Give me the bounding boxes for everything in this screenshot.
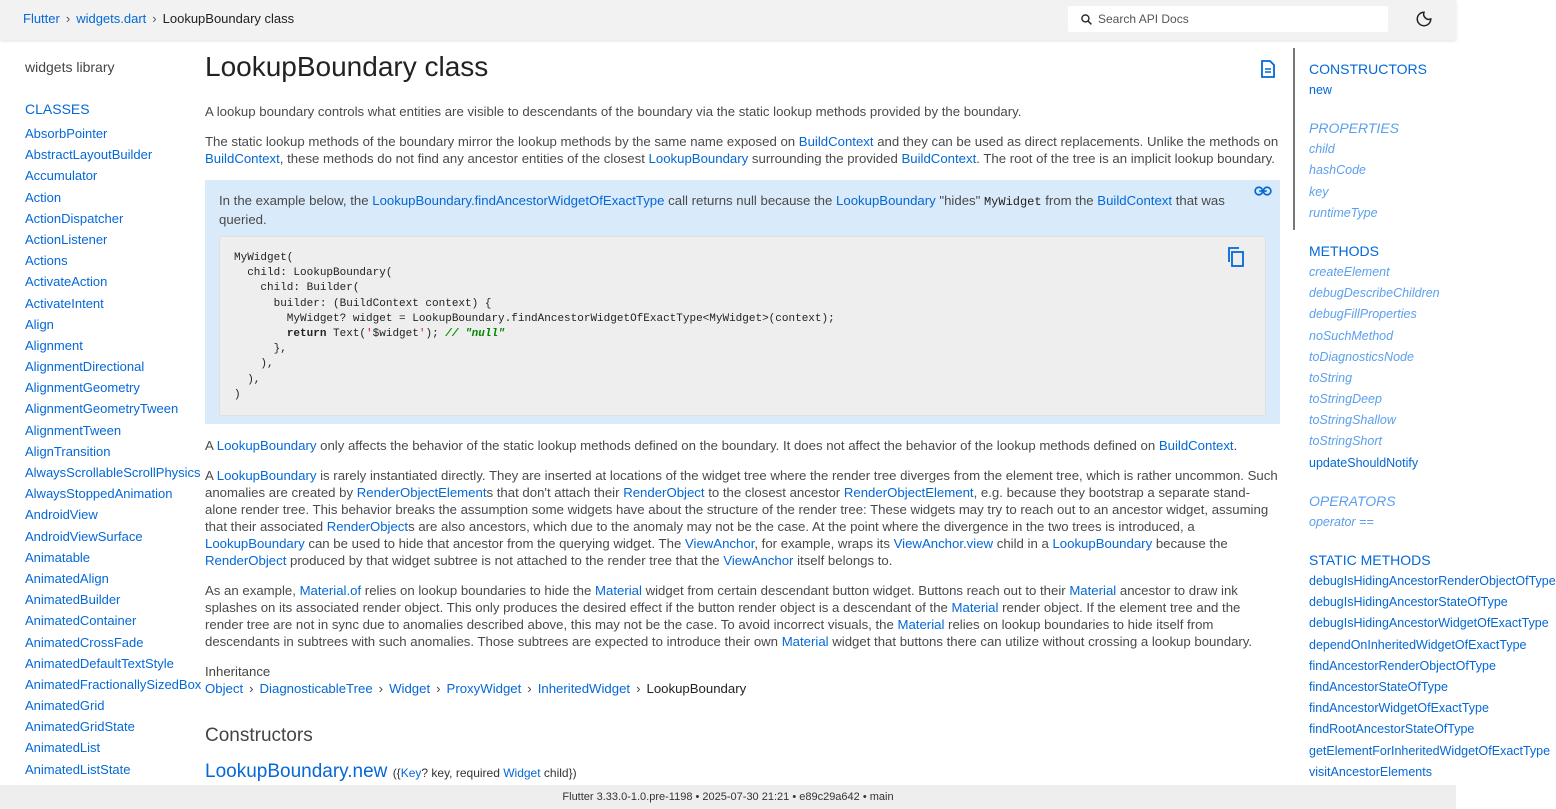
description-paragraph [205,467,1280,569]
text-run: . [1233,438,1238,453]
text-run: ({ [392,766,401,780]
inline-link[interactable]: LookupBoundary [205,536,305,551]
inline-link[interactable]: LookupBoundary [648,151,749,166]
breadcrumb-flutter[interactable]: Flutter [23,11,60,26]
text-run: s that don't attach their [486,485,624,500]
sidebar-class-link[interactable]: ActionDispatcher [25,210,124,226]
inline-link[interactable]: LookupBoundary.findAncestorWidgetOfExactType [372,193,665,208]
toc-link[interactable]: findRootAncestorStateOfType [1309,722,1475,737]
link-icon[interactable] [1254,185,1272,197]
toc-link[interactable]: key [1309,184,1329,199]
sidebar-class-link[interactable]: AnimatedCrossFade [25,634,144,650]
right-sidebar [1293,40,1556,785]
top-bar [0,0,1456,40]
search-input[interactable] [1068,6,1388,32]
source-file-icon[interactable] [1260,60,1276,78]
text-run: that was queried. [219,193,1225,227]
text-run: relies on lookup boundaries to hide itself from descendants in subtrees with such anomalies. Those subtrees are expected to introduce their own [205,617,1214,649]
chevron-right-icon: › [527,681,532,696]
text-run: A [205,438,217,453]
text-run: call returns null because the [664,193,837,208]
inline-link[interactable]: BuildContext [205,151,280,166]
sidebar-class-link[interactable]: AlignTransition [25,443,111,459]
text-run: A lookup boundary controls what entities are visible to descendants of the boundary via the static lookup methods provided by the boundary. [205,104,1022,119]
constructors-heading: Constructors [205,725,313,746]
toc-link[interactable]: updateShouldNotify [1309,455,1419,470]
sidebar-class-link[interactable]: Alignment [25,337,83,353]
constructor-link[interactable]: LookupBoundary.new [205,761,388,782]
code-line: child: Builder( [234,282,360,295]
sidebar-class-link[interactable]: AbstractLayoutBuilder [25,147,153,163]
sidebar-class-link[interactable]: AlwaysStoppedAnimation [25,486,173,502]
sidebar-class-link[interactable]: AnimatedFractionallySizedBox [25,676,202,692]
sidebar-class-link[interactable]: AnimatedBuilder [25,592,121,608]
inline-link[interactable]: ViewAnchor [684,536,755,551]
text-run: and they can be used as direct replacements. Unlike the methods on [873,134,1279,149]
text-run: , for example, wraps its [754,536,894,551]
inline-link[interactable]: Material [1069,583,1117,598]
sidebar-class-link[interactable]: AndroidView [25,507,98,523]
toc-link[interactable]: toDiagnosticsNode [1309,349,1414,364]
toc-link[interactable]: findAncestorStateOfType [1309,679,1448,694]
toc-link[interactable]: child [1309,142,1335,157]
text-run: A [205,468,217,483]
toc-section-heading[interactable]: OPERATORS [1309,492,1396,509]
scroll-indicator [1293,48,1295,230]
sidebar-class-link[interactable]: ActivateIntent [25,295,104,311]
toc-link[interactable]: toString [1309,370,1353,385]
inline-link[interactable]: ViewAnchor.view [893,536,994,551]
chevron-right-icon: › [378,681,384,696]
inline-link[interactable]: Material [781,634,829,649]
inheritance-item[interactable]: InheritedWidget [537,681,631,696]
chevron-right-icon: › [436,681,441,696]
toc-link[interactable]: getElementForInheritedWidgetOfExactType [1309,743,1551,758]
library-name: widgets library [25,59,115,75]
inline-link[interactable]: BuildContext [1158,438,1234,453]
inline-code: MyWidget [983,195,1042,209]
inline-link[interactable]: Material [897,617,945,632]
inline-link[interactable]: Material.of [299,583,362,598]
search-placeholder: Search API Docs [1098,12,1189,26]
text-run: itself belongs to. [793,553,893,568]
constructor-entry [205,763,1280,782]
text-run: is rarely instantiated directly. They are inserted at locations of the widget tree where the render tree diverges from the element tree, which is rather uncommon. Such anomalies are created by [205,468,1278,500]
inheritance-item: LookupBoundary [646,681,747,696]
dark-mode-icon[interactable] [1415,10,1433,28]
toc-link[interactable]: createElement [1309,264,1390,279]
inheritance-item[interactable]: Object [205,681,244,696]
text-run: produced by that widget subtree is not attached to the render tree that the [286,553,724,568]
text-run: child}) [540,766,577,780]
text-run: "hides" [935,193,984,208]
inheritance-label: Inheritance [205,664,271,679]
sidebar-class-link[interactable]: Action [25,189,62,205]
inline-link[interactable]: RenderObject [326,519,409,534]
text-run: The static lookup methods of the boundary mirror the lookup methods by the same name exposed on [205,134,799,149]
sidebar-class-link[interactable]: AbsorbPointer [25,126,108,141]
sidebar-class-link[interactable]: Actions [25,253,68,269]
text-run: In the example below, the [219,193,373,208]
text-run: , e.g. because they bootstrap a separate stand-alone render tree. This behavior breaks the assumption some widgets have about the structure of the render tree: These widgets may try to reach out to an ancestor widget, assuming that their associated [205,485,1269,534]
code-line: return Text('$widget'); // "null" [286,328,505,341]
description-paragraph [205,103,1280,120]
code-line: MyWidget( [234,252,294,264]
sidebar-class-link[interactable]: AndroidViewSurface [25,528,143,544]
main-content [205,40,1280,785]
inline-link[interactable]: LookupBoundary [216,438,317,453]
sidebar-class-link[interactable]: AnimatedContainer [25,613,137,629]
code-line: builder: (BuildContext context) { [234,297,492,310]
sidebar-class-link[interactable]: AnimatedGrid [25,698,105,714]
text-run: from the [1041,193,1098,208]
sidebar-class-link[interactable]: AnimatedList [25,740,101,756]
toc-link[interactable]: findAncestorWidgetOfExactType [1309,701,1489,716]
text-run: s are also ancestors, which due to the anomaly may not be the case. At the point where the divergence in the two trees is introduced, a [408,519,1195,534]
inline-link[interactable]: LookupBoundary [1052,536,1153,551]
sidebar-class-link[interactable]: AlignmentDirectional [25,359,145,375]
description-paragraph [205,582,1280,650]
sidebar-class-link[interactable]: AnimatedListState [25,761,131,777]
sidebar-class-link[interactable]: AlignmentGeometry [25,380,140,396]
inline-link[interactable]: Key [400,766,422,780]
text-run: only affects the behavior of the static lookup methods defined on the boundary. It does not affect the behavior of the lookup methods defined on [316,438,1159,453]
inheritance-item[interactable]: DiagnosticableTree [259,681,373,696]
sidebar-class-link[interactable]: ActionListener [25,231,108,247]
toc-link[interactable]: noSuchMethod [1309,328,1394,343]
sidebar-class-link[interactable]: Align [25,316,54,332]
text-run: widget from certain descendant button widget. Buttons reach out to their [641,583,1070,598]
text-run: render object. If the element tree and the render tree are not in sync due to anomalies described above, this may not be the case. To avoid incorrect visuals, the [205,600,1241,632]
text-run: can be used to hide that ancestor from the querying widget. The [304,536,685,551]
inheritance-item[interactable]: ProxyWidget [446,681,522,696]
toc-section-heading[interactable]: PROPERTIES [1309,120,1399,137]
text-run: child in a [993,536,1053,551]
toc-link[interactable]: new [1309,83,1332,97]
text-run: . The root of the tree is an implicit lookup boundary. [976,151,1275,166]
inline-link[interactable]: RenderObject [205,553,287,568]
inheritance-item[interactable]: Widget [389,681,431,696]
sidebar-class-link[interactable]: Accumulator [25,168,98,184]
sidebar-class-link[interactable]: AlignmentTween [25,422,122,438]
callout-text [219,192,1266,228]
sidebar-class-link[interactable]: Animatable [25,549,91,565]
footer: Flutter 3.33.0-1.0.pre-1198 • 2025-07-30 21:21 • e89c29a642 • main [0,785,1456,809]
toc-link[interactable]: toStringShallow [1309,413,1396,428]
text-run: As an example, [205,583,300,598]
page-title: LookupBoundary class [205,51,489,82]
inline-link[interactable]: BuildContext [798,134,874,149]
text-run: because the [1152,536,1228,551]
text-run: ancestor to draw ink splashes on its associated render object. This only produces the desired effect if the button render object is a descendant of the [205,583,1238,615]
text-run: widget that buttons there can utilize without crossing a lookup boundary. [828,634,1253,649]
inline-link[interactable]: BuildContext [1097,193,1173,208]
inline-link[interactable]: Widget [503,766,541,780]
toc-link[interactable]: runtimeType [1309,205,1378,220]
inline-link[interactable]: RenderObject [623,485,705,500]
inline-link[interactable]: RenderObjectElement [356,485,487,500]
code-line: MyWidget? widget = LookupBoundary.findAncestorWidgetOfExactType<MyWidget>(context); [234,312,835,325]
toc-link[interactable]: toStringShort [1309,434,1382,449]
description-paragraph [205,133,1280,167]
inline-link[interactable]: Material [951,600,999,615]
inline-link[interactable]: Material [595,583,642,598]
toc-link[interactable]: dependOnInheritedWidgetOfExactType [1309,637,1527,652]
sidebar-class-link[interactable]: ActivateAction [25,274,108,290]
inline-link[interactable]: LookupBoundary [216,468,317,483]
code-line: ), [234,358,274,371]
toc-link[interactable]: debugIsHidingAncestorRenderObjectOfType [1309,574,1556,588]
sidebar-class-link[interactable]: AnimatedDefaultTextStyle [25,655,174,671]
chevron-right-icon: › [65,11,71,26]
text-run: surrounding the provided [748,151,902,166]
toc-link[interactable]: visitAncestorElements [1309,764,1432,779]
sidebar-class-link[interactable]: AnimatedAlign [25,570,109,586]
inline-link[interactable]: BuildContext [901,151,977,166]
chevron-right-icon: › [249,681,254,696]
code-block [219,236,1266,416]
sidebar-class-link[interactable]: AlignmentGeometryTween [25,401,179,417]
classes-heading[interactable]: CLASSES [25,101,90,117]
code-line: ), [234,373,261,386]
toc-link[interactable]: operator == [1309,514,1374,529]
inheritance-chain [205,680,1280,697]
toc-link[interactable]: debugIsHidingAncestorStateOfType [1309,595,1508,610]
code-line: ) [234,388,241,401]
chevron-right-icon: › [152,11,157,26]
left-sidebar [25,40,202,785]
description-paragraph [205,437,1280,454]
search-icon [1080,13,1093,26]
inline-link[interactable]: RenderObjectElement [843,485,974,500]
sidebar-class-link[interactable]: AlwaysScrollableScrollPhysics [25,465,201,480]
code-line: }, [234,343,287,356]
toc-link[interactable]: toStringDeep [1309,392,1382,407]
breadcrumb-widgets-dart[interactable]: widgets.dart [76,11,147,26]
chevron-right-icon: › [636,681,641,696]
toc-link[interactable]: hashCode [1309,163,1366,178]
text-run: , these methods do not find any ancestor entities of the closest [279,151,649,166]
inline-link[interactable]: ViewAnchor [723,553,794,568]
toc-section-heading[interactable]: METHODS [1309,242,1379,259]
toc-section-heading[interactable]: CONSTRUCTORS [1309,61,1427,77]
code-line: child: LookupBoundary( [234,267,393,280]
breadcrumb [23,11,294,26]
toc-section-heading[interactable]: STATIC METHODS [1309,552,1431,568]
toc-link[interactable]: debugFillProperties [1309,307,1417,322]
example-callout [205,180,1280,424]
inline-link[interactable]: LookupBoundary [836,193,936,208]
breadcrumb-current: LookupBoundary class [162,11,295,26]
toc-link[interactable]: findAncestorRenderObjectOfType [1309,658,1496,673]
copy-icon[interactable] [1227,247,1245,267]
sidebar-class-link[interactable]: AnimatedGridState [25,719,135,735]
text-run: ? key, required [421,766,504,780]
text-run: to the closest ancestor [704,485,844,500]
toc-link[interactable]: debugIsHidingAncestorWidgetOfExactType [1309,616,1549,631]
toc-link[interactable]: debugDescribeChildren [1309,286,1440,301]
text-run: relies on lookup boundaries to hide the [361,583,596,598]
